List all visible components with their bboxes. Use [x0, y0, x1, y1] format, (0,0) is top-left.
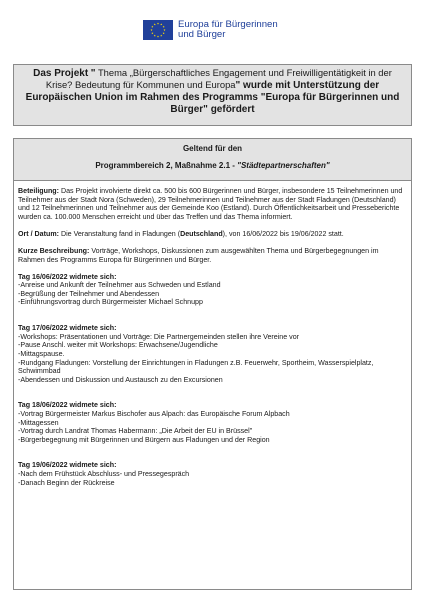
eu-star-icon [163, 29, 165, 31]
day-item: -Rundgang Fladungen: Vorstellung der Einrichtungen in Fladungen z.B. Feuerwehr, Sportheim, Wasserspielplatz, Schwimmbad [18, 358, 374, 376]
day-item: -Mittagessen [18, 418, 59, 427]
report-body [14, 181, 411, 487]
day-item: -Vortrag durch Landrat Thomas Habermann: „Die Arbeit der EU in Brüssel" [18, 427, 253, 436]
day-item: -Mittagspause. [18, 349, 65, 358]
summary-label: Kurze Beschreibung: [18, 246, 90, 255]
project-title-text [19, 67, 406, 115]
project-quote-open: " [90, 68, 96, 79]
main-content-box [13, 138, 412, 590]
eu-star-icon [151, 32, 153, 34]
project-title-box [13, 64, 412, 126]
header-measure: "Städtepartnerschaften" [237, 161, 330, 170]
day-item: -Vortrag Bürgermeister Markus Bischofer aus Alpach: das Europäische Forum Alpbach [18, 409, 290, 418]
place-text-before: Die Veranstaltung fand in Fladungen ( [59, 229, 181, 238]
day-item: -Bürgerbegegnung mit Bürgerinnen und Bürgern aus Fladungen und der Region [18, 435, 270, 444]
participation-label: Beteiligung: [18, 187, 59, 195]
day-item: -Nach dem Frühstück Abschluss- und Pressegespräch [18, 470, 190, 479]
place-country: Deutschland [180, 229, 223, 238]
eu-logo [143, 20, 278, 40]
day-item: -Begrüßung der Teilnehmer und Abendessen [18, 289, 160, 298]
eu-star-icon [157, 35, 159, 37]
eu-star-icon [150, 29, 152, 31]
day-section [18, 401, 407, 453]
day-title: Tag 16/06/2022 widmete sich: [18, 272, 117, 281]
eu-star-icon [154, 35, 156, 37]
place-text-after: ), von 16/06/2022 bis 19/06/2022 statt. [222, 229, 344, 238]
summary-paragraph [18, 247, 407, 264]
summary-text: Vorträge, Workshops, Diskussionen zum ausgewählten Thema und Bürgerbegegnungen im Rahmen des Programms Europa für Bürgerinnen und Bürger. [18, 246, 379, 264]
participation-text: Das Projekt involvierte direkt ca. 500 bis 600 Bürgerinnen und Bürger, insbesondere 15 Teilnehmerinnen und Teilnehmer aus der Stadt Nora (Schweden), 29 Teilnehmerinnen und Teilnehmer aus der Stadt Fladungen (Deutschland) und 12 Teilnehmerinnen und Teilnehmer aus der Gemeinde Koo (Estland). Durch Öffentlichkeitsarbeit und Presseberichte wurden ca. 100.000 Menschen erreicht und über das Treffen und das Thema informiert. [18, 187, 403, 221]
eu-star-icon [160, 35, 162, 37]
day-item: -Workshops: Präsentationen und Vorträge: Die Partnergemeinden stellen ihre Vereine vor [18, 332, 300, 341]
logo-line-2: und Bürger [178, 29, 226, 40]
logo-text [178, 20, 278, 40]
header-line-2 [14, 161, 411, 171]
place-date-paragraph [18, 230, 407, 239]
project-label: Das Projekt [33, 68, 89, 79]
day-title: Tag 18/06/2022 widmete sich: [18, 401, 117, 410]
eu-star-icon [163, 32, 165, 34]
project-theme: Thema „Bürgerschaftliches Engagement und Freiwilligentätigkeit in der Krise? Bedeutung für Kommunen und Europa [45, 67, 392, 90]
header-line-1: Geltend für den [182, 144, 243, 153]
eu-star-icon [157, 22, 159, 24]
eu-star-icon [151, 26, 153, 28]
day-title: Tag 17/06/2022 widmete sich: [18, 324, 117, 333]
day-item: -Anreise und Ankunft der Teilnehmer aus Schweden und Estland [18, 281, 221, 290]
day-item: -Abendessen und Diskussion und Austausch zu den Excursionen [18, 375, 223, 384]
eu-star-icon [160, 23, 162, 25]
eu-star-icon [154, 23, 156, 25]
day-title: Tag 19/06/2022 widmete sich: [18, 461, 117, 470]
project-quote-close: " [235, 80, 241, 91]
day-item: -Danach Beginn der Rückreise [18, 478, 115, 487]
eu-star-icon [163, 26, 165, 28]
day-item: -Einführungsvortrag durch Bürgermeister Michael Schnupp [18, 298, 203, 307]
header-programme: Programmbereich 2, Maßnahme 2.1 - [95, 161, 238, 170]
participation-paragraph [18, 187, 407, 221]
programme-header [14, 139, 411, 181]
eu-flag-icon [143, 20, 173, 40]
place-label: Ort / Datum: [18, 229, 59, 238]
day-section [18, 461, 407, 487]
day-item: -Pause Anschl. weiter mit Workshops: Erwachsene/Jugendliche [18, 341, 218, 350]
project-funded-text: wurde mit Unterstützung der Europäischen Union im Rahmen des Programms "Europa für Bürgerinnen und Bürger" gefördert [25, 80, 400, 115]
day-section [18, 273, 407, 316]
logo-line-1: Europa für Bürgerinnen [178, 19, 278, 30]
day-section [18, 324, 407, 393]
